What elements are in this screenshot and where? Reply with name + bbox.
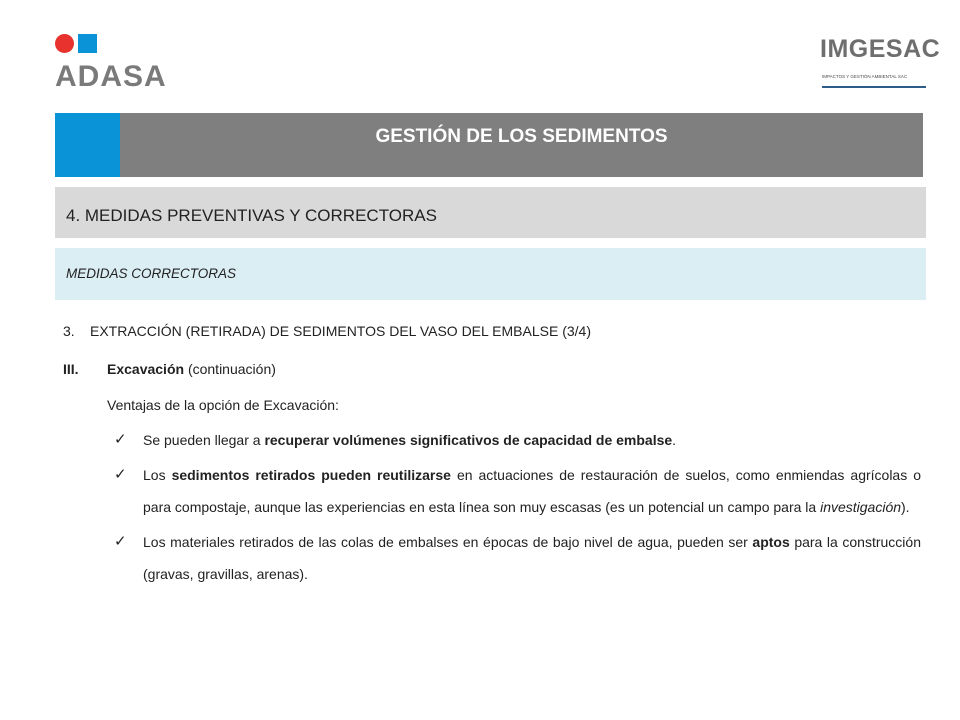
- title-accent-block: [55, 113, 120, 177]
- subsection-header: [55, 248, 926, 300]
- bullet-bold-text: recuperar volúmenes significativos de capacidad de embalse: [264, 432, 673, 448]
- item-III-number: III.: [63, 361, 79, 377]
- section-header: [55, 187, 926, 238]
- advantages-intro: Ventajas de la opción de Excavación:: [107, 397, 339, 413]
- item-III-heading: [63, 356, 276, 382]
- bullet-text: Los materiales retirados de las colas de embalses en épocas de bajo nivel de agua, pueden ser: [143, 534, 753, 550]
- imgesac-logo-text: IMGESAC: [820, 35, 941, 63]
- imgesac-logo: [820, 30, 941, 94]
- imgesac-logo-underline: [822, 86, 926, 88]
- title-bar: [55, 113, 923, 177]
- adasa-logo-text: ADASA: [55, 60, 167, 93]
- item-3-text: EXTRACCIÓN (RETIRADA) DE SEDIMENTOS DEL VASO DEL EMBALSE (3/4): [90, 323, 591, 339]
- adasa-logo: [55, 33, 175, 95]
- list-item: [114, 459, 921, 523]
- item-III-bold: Excavación: [107, 361, 185, 377]
- blue-square-icon: [78, 34, 97, 53]
- list-item: [114, 526, 921, 590]
- imgesac-logo-subtitle: IMPACTOS Y GESTIÓN AMBIENTAL SAC: [822, 74, 908, 79]
- list-item: [114, 424, 921, 456]
- bullet-bold-text: sedimentos retirados pueden reutilizarse: [171, 467, 451, 483]
- bullet-italic-text: investigación: [820, 499, 902, 515]
- checkmark-icon: ✓: [114, 431, 127, 448]
- checkmark-icon: ✓: [114, 466, 127, 483]
- bullet-text: en actuaciones de restauración de suelos, como enmiendas agrícolas o para compostaje, aunque las experiencias en esta línea son muy escasas (es un potencial un campo para la: [143, 467, 921, 515]
- section-title: 4. MEDIDAS PREVENTIVAS Y CORRECTORAS: [66, 206, 437, 225]
- checkmark-icon: ✓: [114, 533, 127, 550]
- bullet-text: .: [672, 432, 677, 448]
- item-3-number: 3.: [63, 323, 75, 339]
- bullet-text: Se pueden llegar a: [143, 432, 265, 448]
- bullet-text: Los: [143, 467, 172, 483]
- red-circle-icon: [55, 34, 74, 53]
- advantages-list: [114, 424, 921, 593]
- page-title: GESTIÓN DE LOS SEDIMENTOS: [375, 126, 668, 147]
- item-III-rest: (continuación): [184, 361, 276, 377]
- item-3-heading: [63, 318, 591, 344]
- bullet-text: para la construcción (gravas, gravillas, arenas).: [143, 534, 921, 582]
- subsection-title: MEDIDAS CORRECTORAS: [66, 266, 237, 281]
- bullet-bold-text: aptos: [752, 534, 790, 550]
- bullet-text: ).: [901, 499, 910, 515]
